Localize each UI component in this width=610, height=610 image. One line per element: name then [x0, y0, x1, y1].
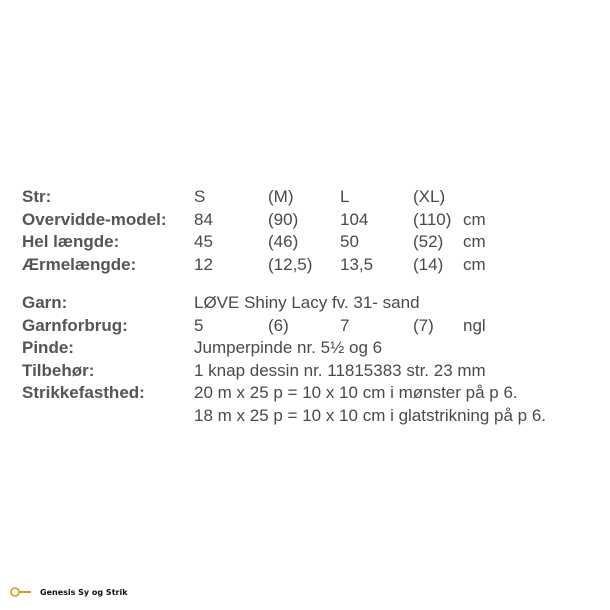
chest-label: Overvidde-model: — [22, 209, 167, 229]
yarn-usage-label: Garnforbrug: — [22, 315, 128, 335]
chest-unit: cm — [463, 209, 486, 229]
accessories-row — [22, 360, 602, 383]
sleeve-xl: (14) — [413, 254, 444, 274]
gauge-label: Strikkefasthed: — [22, 383, 145, 402]
chest-l: 104 — [340, 209, 369, 229]
gauge-row — [22, 382, 602, 405]
size-label: Str: — [22, 187, 52, 206]
gauge-line-1: 20 m x 25 p = 10 x 10 cm i mønster på p 6. — [194, 383, 518, 402]
accessories-label: Tilbehør: — [22, 360, 95, 380]
length-l: 50 — [340, 232, 359, 251]
yarn-usage-xl: (7) — [413, 315, 434, 335]
yarn-usage-s: 5 — [194, 315, 204, 335]
length-m: (46) — [268, 232, 299, 251]
gauge-line-2: 18 m x 25 p = 10 x 10 cm i glatstrikning på p 6. — [194, 405, 546, 425]
footer-watermark — [10, 585, 128, 599]
size-xl: (XL) — [413, 187, 446, 206]
sleeve-l: 13,5 — [340, 254, 374, 274]
size-row — [22, 186, 602, 209]
yarn-row — [22, 292, 602, 315]
sleeve-label: Ærmelængde: — [22, 254, 137, 274]
sleeve-row — [22, 254, 602, 277]
yarn-usage-row — [22, 315, 602, 338]
length-unit: cm — [463, 232, 486, 251]
genesis-logo-icon — [10, 587, 32, 597]
length-s: 45 — [194, 232, 213, 251]
chest-s: 84 — [194, 209, 213, 229]
sleeve-s: 12 — [194, 254, 213, 274]
yarn-usage-m: (6) — [268, 315, 289, 335]
size-l: L — [340, 187, 350, 206]
pattern-specifications — [22, 186, 602, 427]
chest-xl: (110) — [413, 209, 452, 229]
size-s: S — [194, 187, 206, 206]
section-gap — [22, 276, 602, 292]
sleeve-unit: cm — [463, 254, 486, 274]
gauge-row-2 — [22, 405, 602, 428]
chest-m: (90) — [268, 209, 299, 229]
yarn-usage-l: 7 — [340, 315, 350, 335]
needles-row — [22, 337, 602, 360]
length-row — [22, 231, 602, 254]
yarn-label: Garn: — [22, 293, 68, 312]
needles-value: Jumperpinde nr. 5½ og 6 — [194, 338, 383, 357]
length-xl: (52) — [413, 232, 444, 251]
chest-row — [22, 209, 602, 232]
footer-brand: Genesis Sy og Strik — [40, 587, 128, 597]
sleeve-m: (12,5) — [268, 254, 313, 274]
length-label: Hel længde: — [22, 232, 120, 251]
yarn-value: LØVE Shiny Lacy fv. 31- sand — [194, 293, 420, 312]
accessories-value: 1 knap dessin nr. 11815383 str. 23 mm — [194, 360, 486, 380]
needles-label: Pinde: — [22, 338, 74, 357]
yarn-usage-unit: ngl — [463, 315, 486, 335]
size-m: (M) — [268, 187, 294, 206]
